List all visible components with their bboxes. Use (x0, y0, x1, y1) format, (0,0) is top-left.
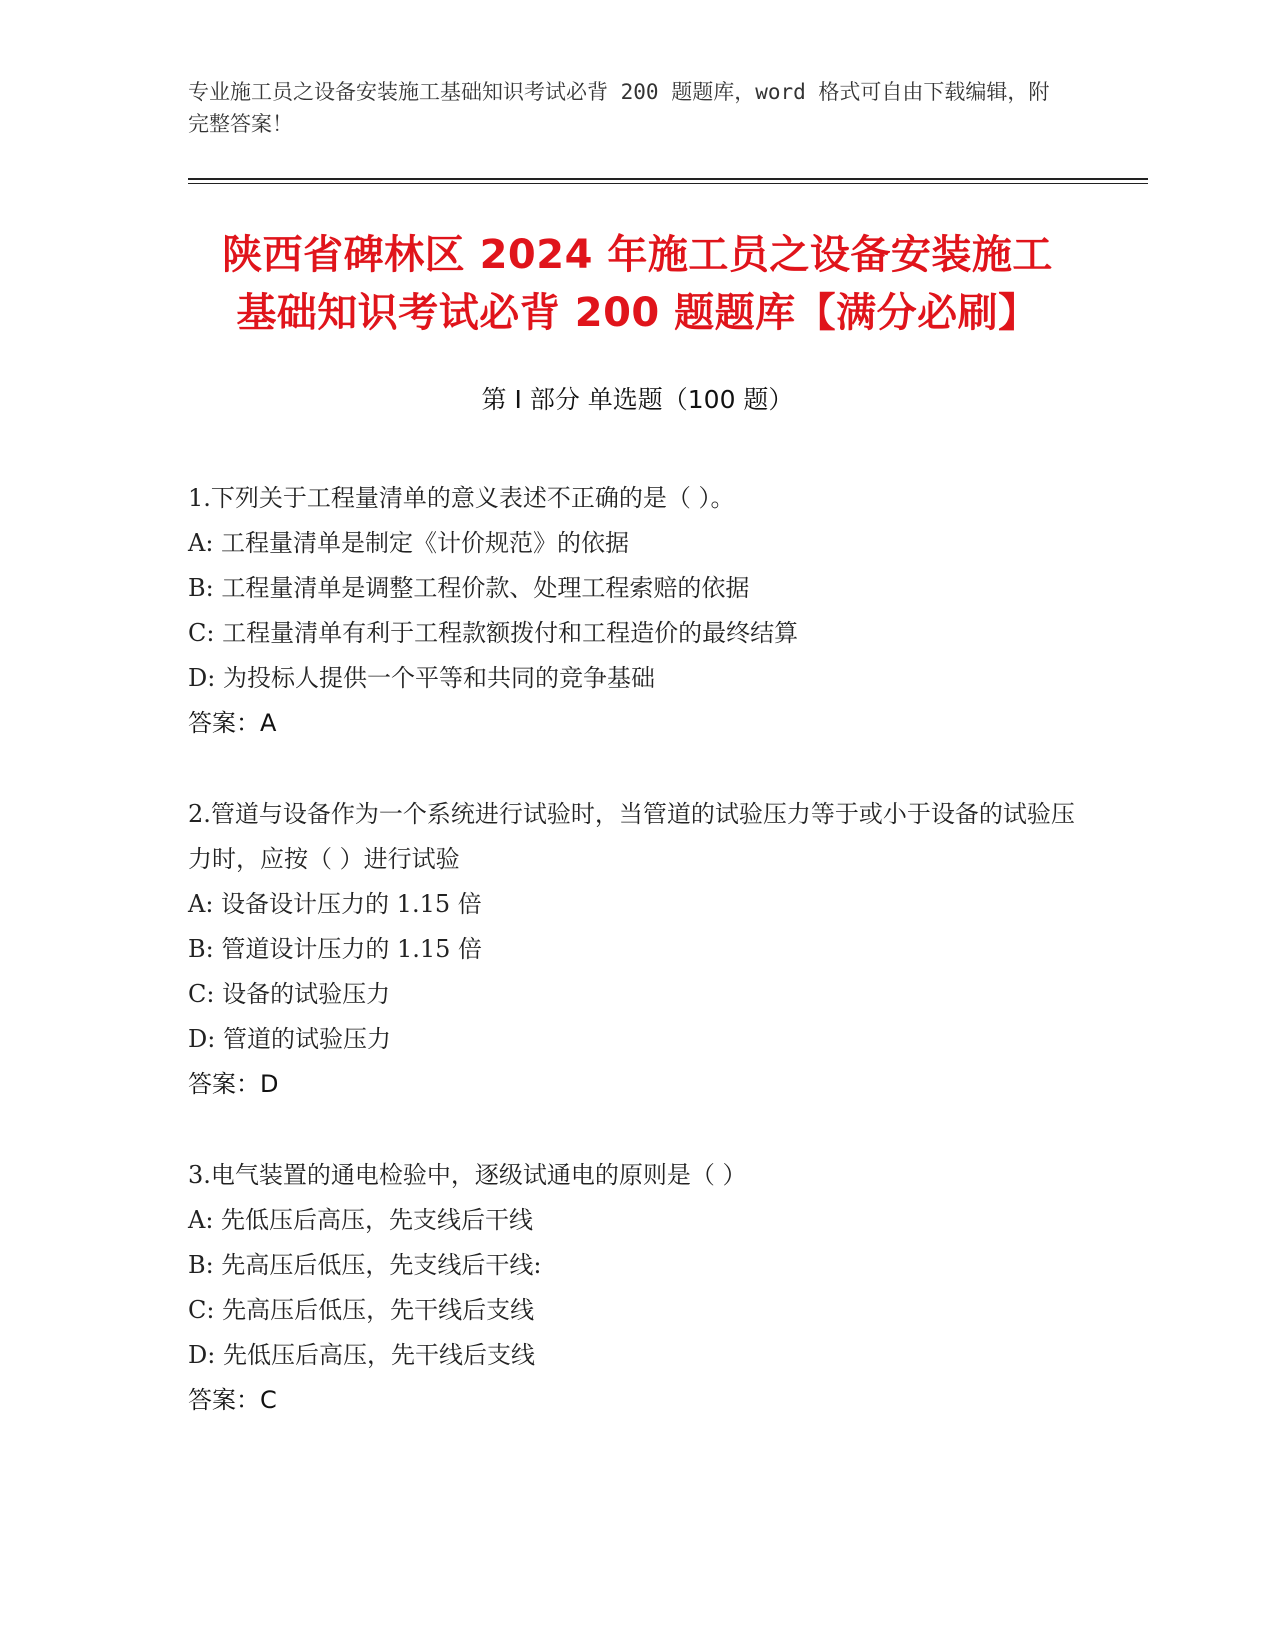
header-note: 专业施工员之设备安装施工基础知识考试必背 200 题题库，word 格式可自由下载编辑，附完整答案！ (188, 80, 1050, 136)
header-divider-thin (188, 183, 1148, 184)
option-b: B: 工程量清单是调整工程价款、处理工程索赔的依据 (188, 574, 750, 602)
question-2 (188, 792, 1088, 1107)
document-title-line-2: 基础知识考试必背 200 题题库【满分必刷】 (236, 290, 1039, 336)
question-stem: 3.电气装置的通电检验中，逐级试通电的原则是（ ） (188, 1161, 747, 1189)
header-divider-thick (188, 178, 1148, 180)
option-a: A: 工程量清单是制定《计价规范》的依据 (188, 529, 630, 557)
option-b: B: 管道设计压力的 1.15 倍 (188, 935, 483, 963)
option-d: D: 为投标人提供一个平等和共同的竞争基础 (188, 664, 655, 692)
question-list (188, 476, 1088, 1469)
question-stem: 1.下列关于工程量清单的意义表述不正确的是（ ）。 (188, 484, 735, 512)
option-c: C: 设备的试验压力 (188, 980, 391, 1008)
option-d: D: 管道的试验压力 (188, 1025, 391, 1053)
answer-line: 答案：A (188, 709, 277, 737)
option-c: C: 先高压后低压，先干线后支线 (188, 1296, 535, 1324)
answer-line: 答案：D (188, 1070, 279, 1098)
option-a: A: 先低压后高压，先支线后干线 (188, 1206, 534, 1234)
option-b: B: 先高压后低压，先支线后干线: (188, 1251, 542, 1279)
question-3 (188, 1153, 1088, 1423)
question-1 (188, 476, 1088, 746)
document-title-line-1: 陕西省碑林区 2024 年施工员之设备安装施工 (222, 232, 1053, 278)
option-d: D: 先低压后高压，先干线后支线 (188, 1341, 535, 1369)
question-stem: 2.管道与设备作为一个系统进行试验时，当管道的试验压力等于或小于设备的试验压力时，应按（ ）进行试验 (188, 800, 1075, 873)
document-title (160, 226, 1115, 342)
answer-line: 答案：C (188, 1386, 277, 1414)
option-c: C: 工程量清单有利于工程款额拨付和工程造价的最终结算 (188, 619, 799, 647)
option-a: A: 设备设计压力的 1.15 倍 (188, 890, 482, 918)
section-heading: 第 I 部分 单选题（100 题） (481, 385, 794, 414)
